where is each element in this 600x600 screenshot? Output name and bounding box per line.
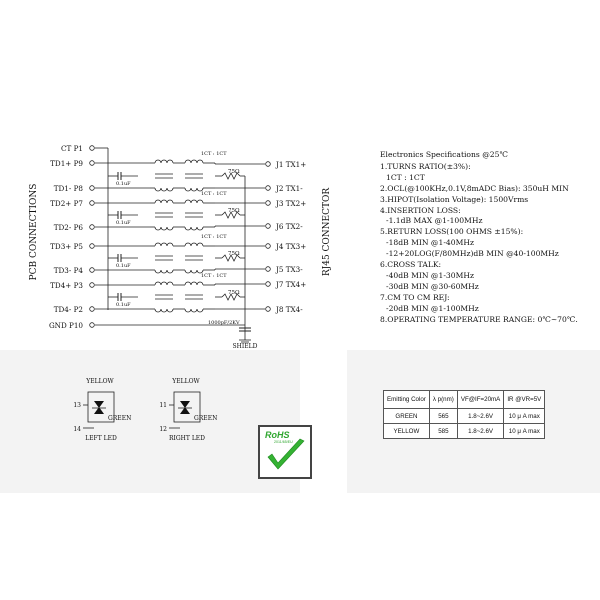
coil (167, 227, 173, 230)
header-wavelength: λ p(nm) (429, 391, 457, 409)
spec-line: -12+20LOG(F/80MHz)dB MIN @40-100MHz (386, 249, 559, 259)
capacitor-label: 0.1uF (116, 302, 131, 308)
led-green-label: GREEN (194, 415, 218, 422)
ratio-label: 1CT : 1CT (201, 191, 227, 197)
coil (161, 243, 167, 246)
coil (191, 282, 197, 285)
coil (161, 227, 167, 230)
resistor-label: 75Ω (228, 208, 240, 214)
coil (167, 188, 173, 191)
right-pin-label: J7 TX4+ (276, 280, 307, 289)
coil (197, 200, 203, 203)
header-reverse-current: IR @VR=5V (504, 391, 545, 409)
coil (161, 309, 167, 312)
led-yellow-label: YELLOW (172, 378, 200, 385)
right-pin-label: J1 TX1+ (276, 160, 307, 169)
spec-line: 5.RETURN LOSS(100 OHMS ±15%): (380, 227, 524, 237)
coil (155, 200, 161, 203)
pin-terminal (90, 201, 95, 206)
capacitor-label: 0.1uF (116, 220, 131, 226)
coil (185, 227, 191, 230)
pin-terminal (266, 186, 271, 191)
pin-terminal (266, 201, 271, 206)
table-cell: GREEN (384, 409, 430, 424)
led-characteristics-table (383, 390, 545, 439)
table-cell: 10 μ A max (504, 424, 545, 439)
coil (167, 243, 173, 246)
coil (185, 309, 191, 312)
led-green-label: GREEN (108, 415, 132, 422)
coil (185, 188, 191, 191)
coil (167, 309, 173, 312)
coil (161, 160, 167, 163)
pin-terminal (266, 224, 271, 229)
resistor-label: 75Ω (228, 169, 240, 175)
schematic-components (90, 146, 271, 342)
shield-label: SHIELD (232, 343, 258, 350)
spec-line: -30dB MIN @30-60MHz (386, 281, 479, 291)
coil (197, 282, 203, 285)
pin-terminal (266, 244, 271, 249)
coil (155, 243, 161, 246)
spec-line: 2.OCL(@100KHz,0.1V,8mADC Bias): 350uH MIN (380, 183, 569, 193)
coil (185, 270, 191, 273)
header-emitting-color: Emitting Color (384, 391, 430, 409)
coil (161, 282, 167, 285)
left-side-label: PCB CONNECTIONS (29, 183, 39, 281)
coil (191, 188, 197, 191)
coil (191, 309, 197, 312)
led-pin-label: 14 (73, 426, 81, 433)
coil (155, 270, 161, 273)
table-cell: YELLOW (384, 424, 430, 439)
spec-line: 1.TURNS RATIO(±3%): (380, 161, 471, 171)
coil (185, 200, 191, 203)
right-pin-label: J6 TX2- (276, 222, 303, 231)
left-pin-label: TD4+ P3 (50, 281, 83, 290)
spec-line: -1.1dB MAX @1-100MHz (386, 216, 483, 226)
table-cell: 585 (429, 424, 457, 439)
left-pin-label: TD4- P2 (53, 305, 83, 314)
hv-capacitor-label: 1000pF/2KV (208, 320, 240, 326)
led-pin-label: 11 (159, 402, 167, 409)
led-pin-label: 13 (73, 402, 81, 409)
spec-line: -20dB MIN @1-100MHz (386, 303, 479, 313)
table-header-row (384, 391, 545, 409)
right-pin-label: J8 TX4- (276, 305, 303, 314)
coil (155, 227, 161, 230)
coil (191, 270, 197, 273)
coil (167, 160, 173, 163)
pin-terminal (90, 307, 95, 312)
left-pin-label: TD2+ P7 (50, 199, 83, 208)
left-pin-label: TD1- P8 (53, 184, 83, 193)
table-cell: 565 (429, 409, 457, 424)
rohs-compliance-badge (258, 425, 312, 479)
right-pin-label: J2 TX1- (276, 184, 303, 193)
right-pin-label: J4 TX3+ (276, 242, 307, 251)
spec-line: 3.HIPOT(Isolation Voltage): 1500Vrms (380, 194, 529, 204)
schematic-labels (29, 144, 332, 350)
coil (197, 243, 203, 246)
left-pin-label: TD3+ P5 (50, 242, 83, 251)
pin-terminal (90, 225, 95, 230)
right-pin-label: J5 TX3- (276, 265, 303, 274)
coil (161, 270, 167, 273)
table-cell: 10 μ A max (504, 409, 545, 424)
ratio-label: 1CT : 1CT (201, 151, 227, 157)
right-pin-label: J3 TX2+ (276, 199, 307, 208)
coil (155, 282, 161, 285)
coil (185, 243, 191, 246)
pin-terminal (90, 146, 95, 151)
led-diode-icon (180, 401, 190, 408)
coil (155, 160, 161, 163)
coil (185, 282, 191, 285)
pin-terminal (90, 161, 95, 166)
electronics-specifications (380, 150, 595, 326)
pin-terminal (266, 307, 271, 312)
led-caption: LEFT LED (85, 435, 117, 442)
specs-list (380, 162, 595, 326)
spec-line: 8.OPERATING TEMPERATURE RANGE: 0℃~70℃. (380, 314, 578, 324)
left-pin-label: CT P1 (61, 144, 83, 153)
coil (191, 200, 197, 203)
pin-terminal (266, 267, 271, 272)
table-row (384, 424, 545, 439)
table-row (384, 409, 545, 424)
pin-terminal (266, 162, 271, 167)
led-diode-icon (94, 401, 104, 408)
coil (155, 309, 161, 312)
coil (167, 270, 173, 273)
header-forward-voltage: VF@IF=20mA (457, 391, 503, 409)
pin-terminal (266, 282, 271, 287)
spec-line: -40dB MIN @1-30MHz (386, 270, 474, 280)
coil (161, 188, 167, 191)
pin-terminal (90, 186, 95, 191)
led-caption: RIGHT LED (169, 435, 205, 442)
coil (185, 160, 191, 163)
coil (197, 227, 203, 230)
led-yellow-label: YELLOW (86, 378, 114, 385)
coil (167, 200, 173, 203)
left-pin-label: TD1+ P9 (50, 159, 83, 168)
coil (191, 227, 197, 230)
coil (161, 200, 167, 203)
right-side-label: RJ45 CONNECTOR (322, 187, 332, 277)
table-cell: 1.8~2.6V (457, 409, 503, 424)
ratio-label: 1CT : 1CT (201, 273, 227, 279)
pin-terminal (90, 268, 95, 273)
left-pin-label: TD2- P6 (53, 223, 83, 232)
coil (197, 309, 203, 312)
capacitor-label: 0.1uF (116, 263, 131, 269)
resistor-label: 75Ω (228, 251, 240, 257)
table-cell: 1.8~2.6V (457, 424, 503, 439)
specs-title: Electronics Specifications @25℃ (380, 150, 508, 159)
left-pin-label: GND P10 (48, 321, 83, 330)
left-led-diagram (73, 378, 131, 442)
led-pin-label: 12 (159, 426, 167, 433)
coil (167, 282, 173, 285)
resistor-label: 75Ω (228, 290, 240, 296)
spec-line: 7.CM TO CM REJ: (380, 292, 450, 302)
pin-terminal (90, 244, 95, 249)
spec-line: 4.INSERTION LOSS: (380, 205, 461, 215)
rohs-sub-label: 2011/65/EU (274, 440, 293, 444)
rohs-check-icon (260, 427, 310, 477)
pin-terminal (90, 323, 95, 328)
rohs-label: RoHS (265, 430, 290, 440)
spec-line: 6.CROSS TALK: (380, 260, 442, 270)
coil (197, 160, 203, 163)
coil (191, 160, 197, 163)
spec-line: -18dB MIN @1-40MHz (386, 238, 474, 248)
left-pin-label: TD3- P4 (53, 266, 83, 275)
coil (155, 188, 161, 191)
coil (191, 243, 197, 246)
right-led-diagram (159, 378, 217, 442)
capacitor-label: 0.1uF (116, 181, 131, 187)
ratio-label: 1CT : 1CT (201, 234, 227, 240)
pin-terminal (90, 283, 95, 288)
spec-line: 1CT : 1CT (386, 172, 425, 182)
